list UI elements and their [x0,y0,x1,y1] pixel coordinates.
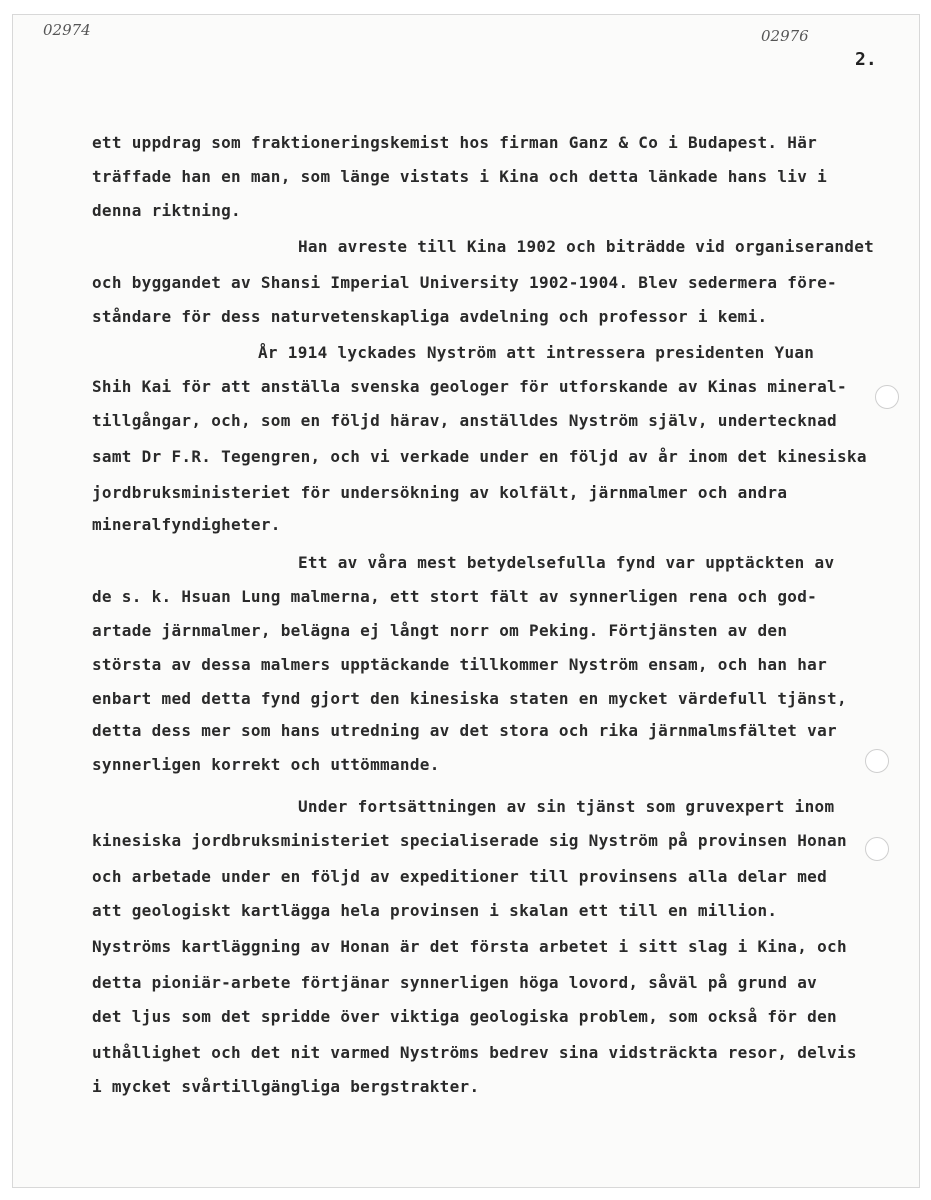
body-line: och arbetade under en följd av expeditioner till provinsens alla delar med [92,867,828,886]
body-line: Ett av våra mest betydelsefulla fynd var upptäckten av [298,553,835,572]
body-line: År 1914 lyckades Nyström att intressera presidenten Yuan [258,343,815,362]
body-line: artade järnmalmer, belägna ej långt norr om Peking. Förtjänsten av den [92,621,788,640]
body-line: denna riktning. [92,201,241,220]
body-line: Shih Kai för att anställa svenska geologer för utforskande av Kinas mineral- [92,377,847,396]
body-line: tillgångar, och, som en följd härav, anställdes Nyström själv, undertecknad [92,411,837,430]
punch-hole [875,385,899,409]
body-line: samt Dr F.R. Tegengren, och vi verkade under en följd av år inom det kinesiska [92,447,867,466]
body-line: enbart med detta fynd gjort den kinesiska staten en mycket värdefull tjänst, [92,689,847,708]
body-line: träffade han en man, som länge vistats i Kina och detta länkade hans liv i [92,167,828,186]
body-line: i mycket svårtillgängliga bergstrakter. [92,1077,480,1096]
body-line: ett uppdrag som fraktioneringskemist hos firman Ganz & Co i Budapest. Här [92,133,818,152]
body-line: och byggandet av Shansi Imperial University 1902-1904. Blev sedermera före- [92,273,837,292]
body-line: mineralfyndigheter. [92,515,281,534]
body-line: största av dessa malmers upptäckande tillkommer Nyström ensam, och han har [92,655,828,674]
body-line: Han avreste till Kina 1902 och biträdde vid organiserandet [298,237,875,256]
body-line: att geologiskt kartlägga hela provinsen i skalan ett till en million. [92,901,778,920]
archive-number-top-left: 02974 [43,21,91,39]
body-line: synnerligen korrekt och uttömmande. [92,755,440,774]
body-line: det ljus som det spridde över viktiga geologiska problem, som också för den [92,1007,837,1026]
body-line: jordbruksministeriet för undersökning av kolfält, järnmalmer och andra [92,483,788,502]
page-number: 2. [855,49,877,70]
body-line: Nyströms kartläggning av Honan är det första arbetet i sitt slag i Kina, och [92,937,847,956]
document-page [12,14,920,1188]
punch-hole [865,837,889,861]
archive-number: 02976 [761,27,809,45]
punch-hole [865,749,889,773]
body-line: Under fortsättningen av sin tjänst som gruvexpert inom [298,797,835,816]
body-line: ståndare för dess naturvetenskapliga avdelning och professor i kemi. [92,307,768,326]
body-line: detta pioniär-arbete förtjänar synnerligen höga lovord, såväl på grund av [92,973,818,992]
body-line: de s. k. Hsuan Lung malmerna, ett stort fält av synnerligen rena och god- [92,587,818,606]
body-line: kinesiska jordbruksministeriet specialiserade sig Nyström på provinsen Honan [92,831,847,850]
body-line: uthållighet och det nit varmed Nyströms bedrev sina vidsträckta resor, delvis [92,1043,857,1062]
body-line: detta dess mer som hans utredning av det stora och rika järnmalmsfältet var [92,721,837,740]
